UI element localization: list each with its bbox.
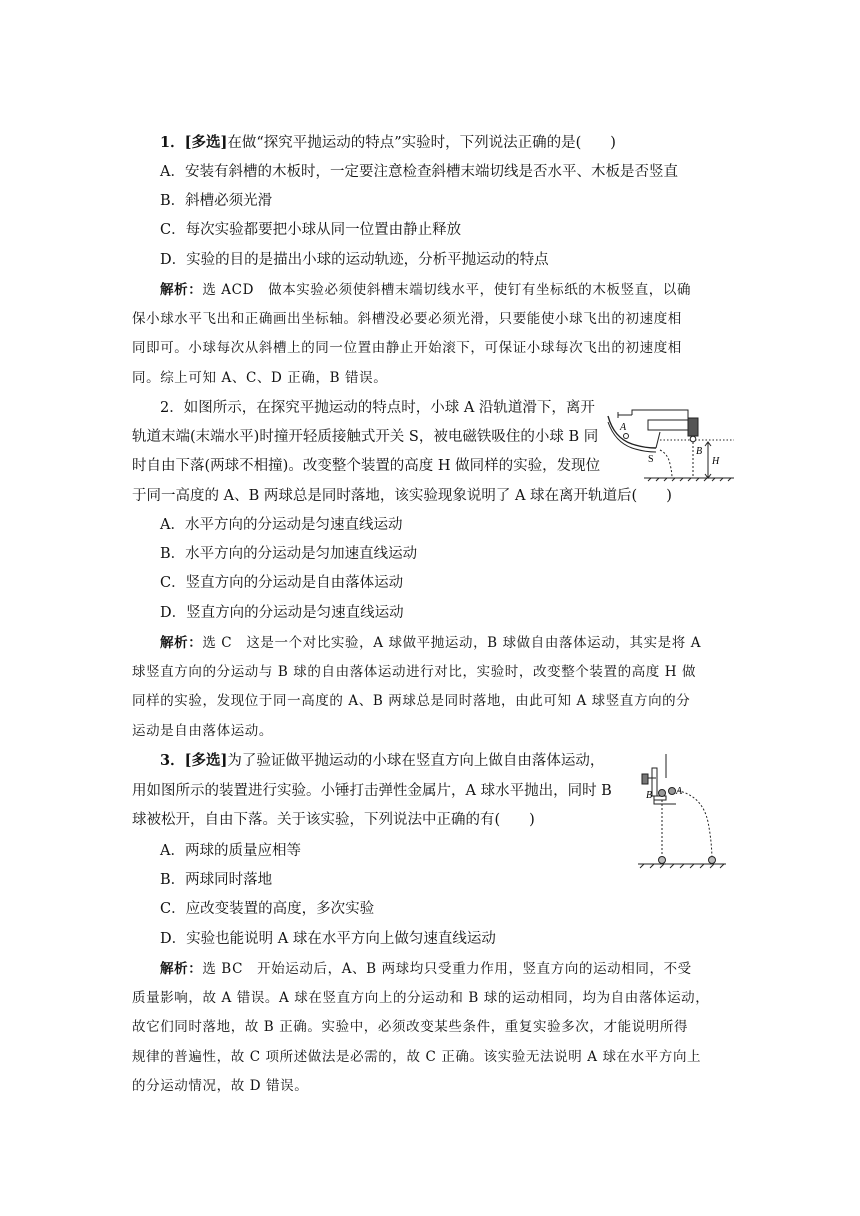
q2-ball-a [624,434,629,439]
q1-analysis-line-4: 同。综上可知 A、C、D 正确，B 错误。 [132,370,388,386]
q2-label-a: A [620,422,627,433]
q3-number: 3． [160,752,185,769]
q3-stand-post [652,768,657,796]
q3-analysis-label: 解析： [160,961,203,977]
q2-analysis-line-1 [160,633,701,653]
q3-option-c: C．应改变装置的高度，多次实验 [160,901,375,917]
q1-analysis-line-3: 同即可。小球每次从斜槽上的同一位置由静止开始滚下，可保证小球每次飞出的初速度相 [132,340,682,356]
q3-ball-b [659,790,666,797]
q2-option-d: D．竖直方向的分运动是匀速直线运动 [160,605,404,621]
q1-option-b: B．斜槽必须光滑 [160,193,273,209]
q2-stem-line-2: 轨道末端(末端水平)时撞开轻质接触式开关 S，被电磁铁吸住的小球 B 同 [132,429,599,445]
q3-ball-a [669,788,676,795]
q3-hammer-apparatus-figure [632,752,732,870]
q1-stem [160,133,616,153]
q3-base-plate [654,796,666,800]
q2-track-apparatus-figure [604,402,740,482]
q3-analysis-line-1 [160,959,692,979]
q1-analysis-text-1: 选 ACD 做本实验必须使斜槽末端切线水平，使钉有坐标纸的木板竖直，以确 [202,282,692,298]
q2-analysis-text-1: 选 C 这是一个对比实验，A 球做平抛运动，B 球做自由落体运动，其实是将 A [202,635,702,651]
q3-stem-line-1 [160,751,604,771]
q3-analysis-text-1: 选 BC 开始运动后，A、B 两球均只受重力作用，竖直方向的运动相同，不受 [202,961,692,977]
q2-battery [618,412,632,418]
q1-stem-text: 在做“探究平抛运动的特点”实验时，下列说法正确的是( ) [227,135,616,151]
q3-option-d: D．实验也能说明 A 球在水平方向上做匀速直线运动 [160,931,496,947]
q1-option-d: D．实验的目的是描出小球的运动轨迹，分析平抛运动的特点 [160,252,549,268]
q3-ball-a-landed [709,857,716,864]
q2-analysis-line-2: 球竖直方向的分运动与 B 球的自由落体运动进行对比，实验时，改变整个装置的高度 H 做 [132,664,697,680]
q3-analysis-line-2: 质量影响，故 A 错误。A 球在竖直方向上的分运动和 B 球的运动相同，均为自由落体运动， [132,990,710,1006]
q2-label-b: B [696,446,703,457]
q1-analysis-line-1 [160,280,691,300]
q1-number: 1． [160,134,185,151]
q2-option-c: C．竖直方向的分运动是自由落体运动 [160,575,404,591]
q2-analysis-line-3: 同样的实验，发现位于同一高度的 A、B 两球总是同时落地，由此可知 A 球竖直方向的分 [132,693,691,709]
q2-circuit-wire [632,410,688,424]
q3-stem-line-3: 球被松开，自由下落。关于该实验，下列说法中正确的有( ) [132,812,535,828]
q2-curved-track [608,416,656,448]
q3-option-a: A．两球的质量应相等 [160,843,301,859]
q1-tag: [多选] [184,134,228,151]
q3-option-b: B．两球同时落地 [160,872,273,888]
q3-trajectory-a [674,790,712,862]
q2-analysis-label: 解析： [160,635,203,651]
q3-stem-text-1: 为了验证做平抛运动的小球在竖直方向上做自由落体运动， [227,753,605,769]
q3-ground-hatch [640,864,724,868]
q2-option-b: B．水平方向的分运动是匀加速直线运动 [160,546,418,562]
q2-switch-s [656,432,660,448]
q2-support-arm [648,420,688,430]
q3-label-b: B [646,790,653,801]
q3-analysis-line-3: 故它们同时落地，故 B 正确。实验中，必须改变某些条件，重复实验多次，才能说明所得 [132,1019,689,1035]
q3-ball-b-landed [659,857,666,864]
q3-analysis-line-5: 的分运动情况，故 D 错误。 [132,1078,309,1094]
q2-electromagnet [688,418,698,436]
q2-height-arrow [705,442,711,478]
q1-option-a: A．安装有斜槽的木板时，一定要注意检查斜槽末端切线是否水平、木板是否竖直 [160,164,678,180]
q2-stem-line-1: 2．如图所示，在探究平抛运动的特点时，小球 A 沿轨道滑下，离开 [160,400,595,416]
q2-analysis-line-4: 运动是自由落体运动。 [132,723,273,739]
q3-spring-plate [654,800,676,804]
q2-label-h: H [712,456,720,467]
q3-stem-line-2: 用如图所示的装置进行实验。小锤打击弹性金属片，A 球水平抛出，同时 B [132,783,612,799]
q1-option-c: C．每次实验都要把小球从同一位置由静止释放 [160,222,462,238]
q1-analysis-label: 解析： [160,282,203,298]
q3-label-a: A [676,786,683,797]
q3-analysis-line-4: 规律的普遍性，故 C 项所述做法是必需的，故 C 正确。该实验无法说明 A 球在水平方向上 [132,1049,702,1065]
q2-trajectory-a [660,450,672,478]
q2-stem-line-3: 时自由下落(两球不相撞)。改变整个装置的高度 H 做同样的实验，发现位 [132,458,601,474]
q2-option-a: A．水平方向的分运动是匀速直线运动 [160,517,403,533]
q3-hammer-head [642,774,648,784]
q3-tag: [多选] [184,752,228,769]
q2-ball-b [690,436,696,442]
q2-stem-line-4: 于同一高度的 A、B 两球总是同时落地，该实验现象说明了 A 球在离开轨道后( ) [132,488,672,504]
q1-analysis-line-2: 保小球水平飞出和正确画出坐标轴。斜槽没必要必须光滑，只要能使小球飞出的初速度相 [132,311,682,327]
q2-label-s: S [648,454,654,465]
